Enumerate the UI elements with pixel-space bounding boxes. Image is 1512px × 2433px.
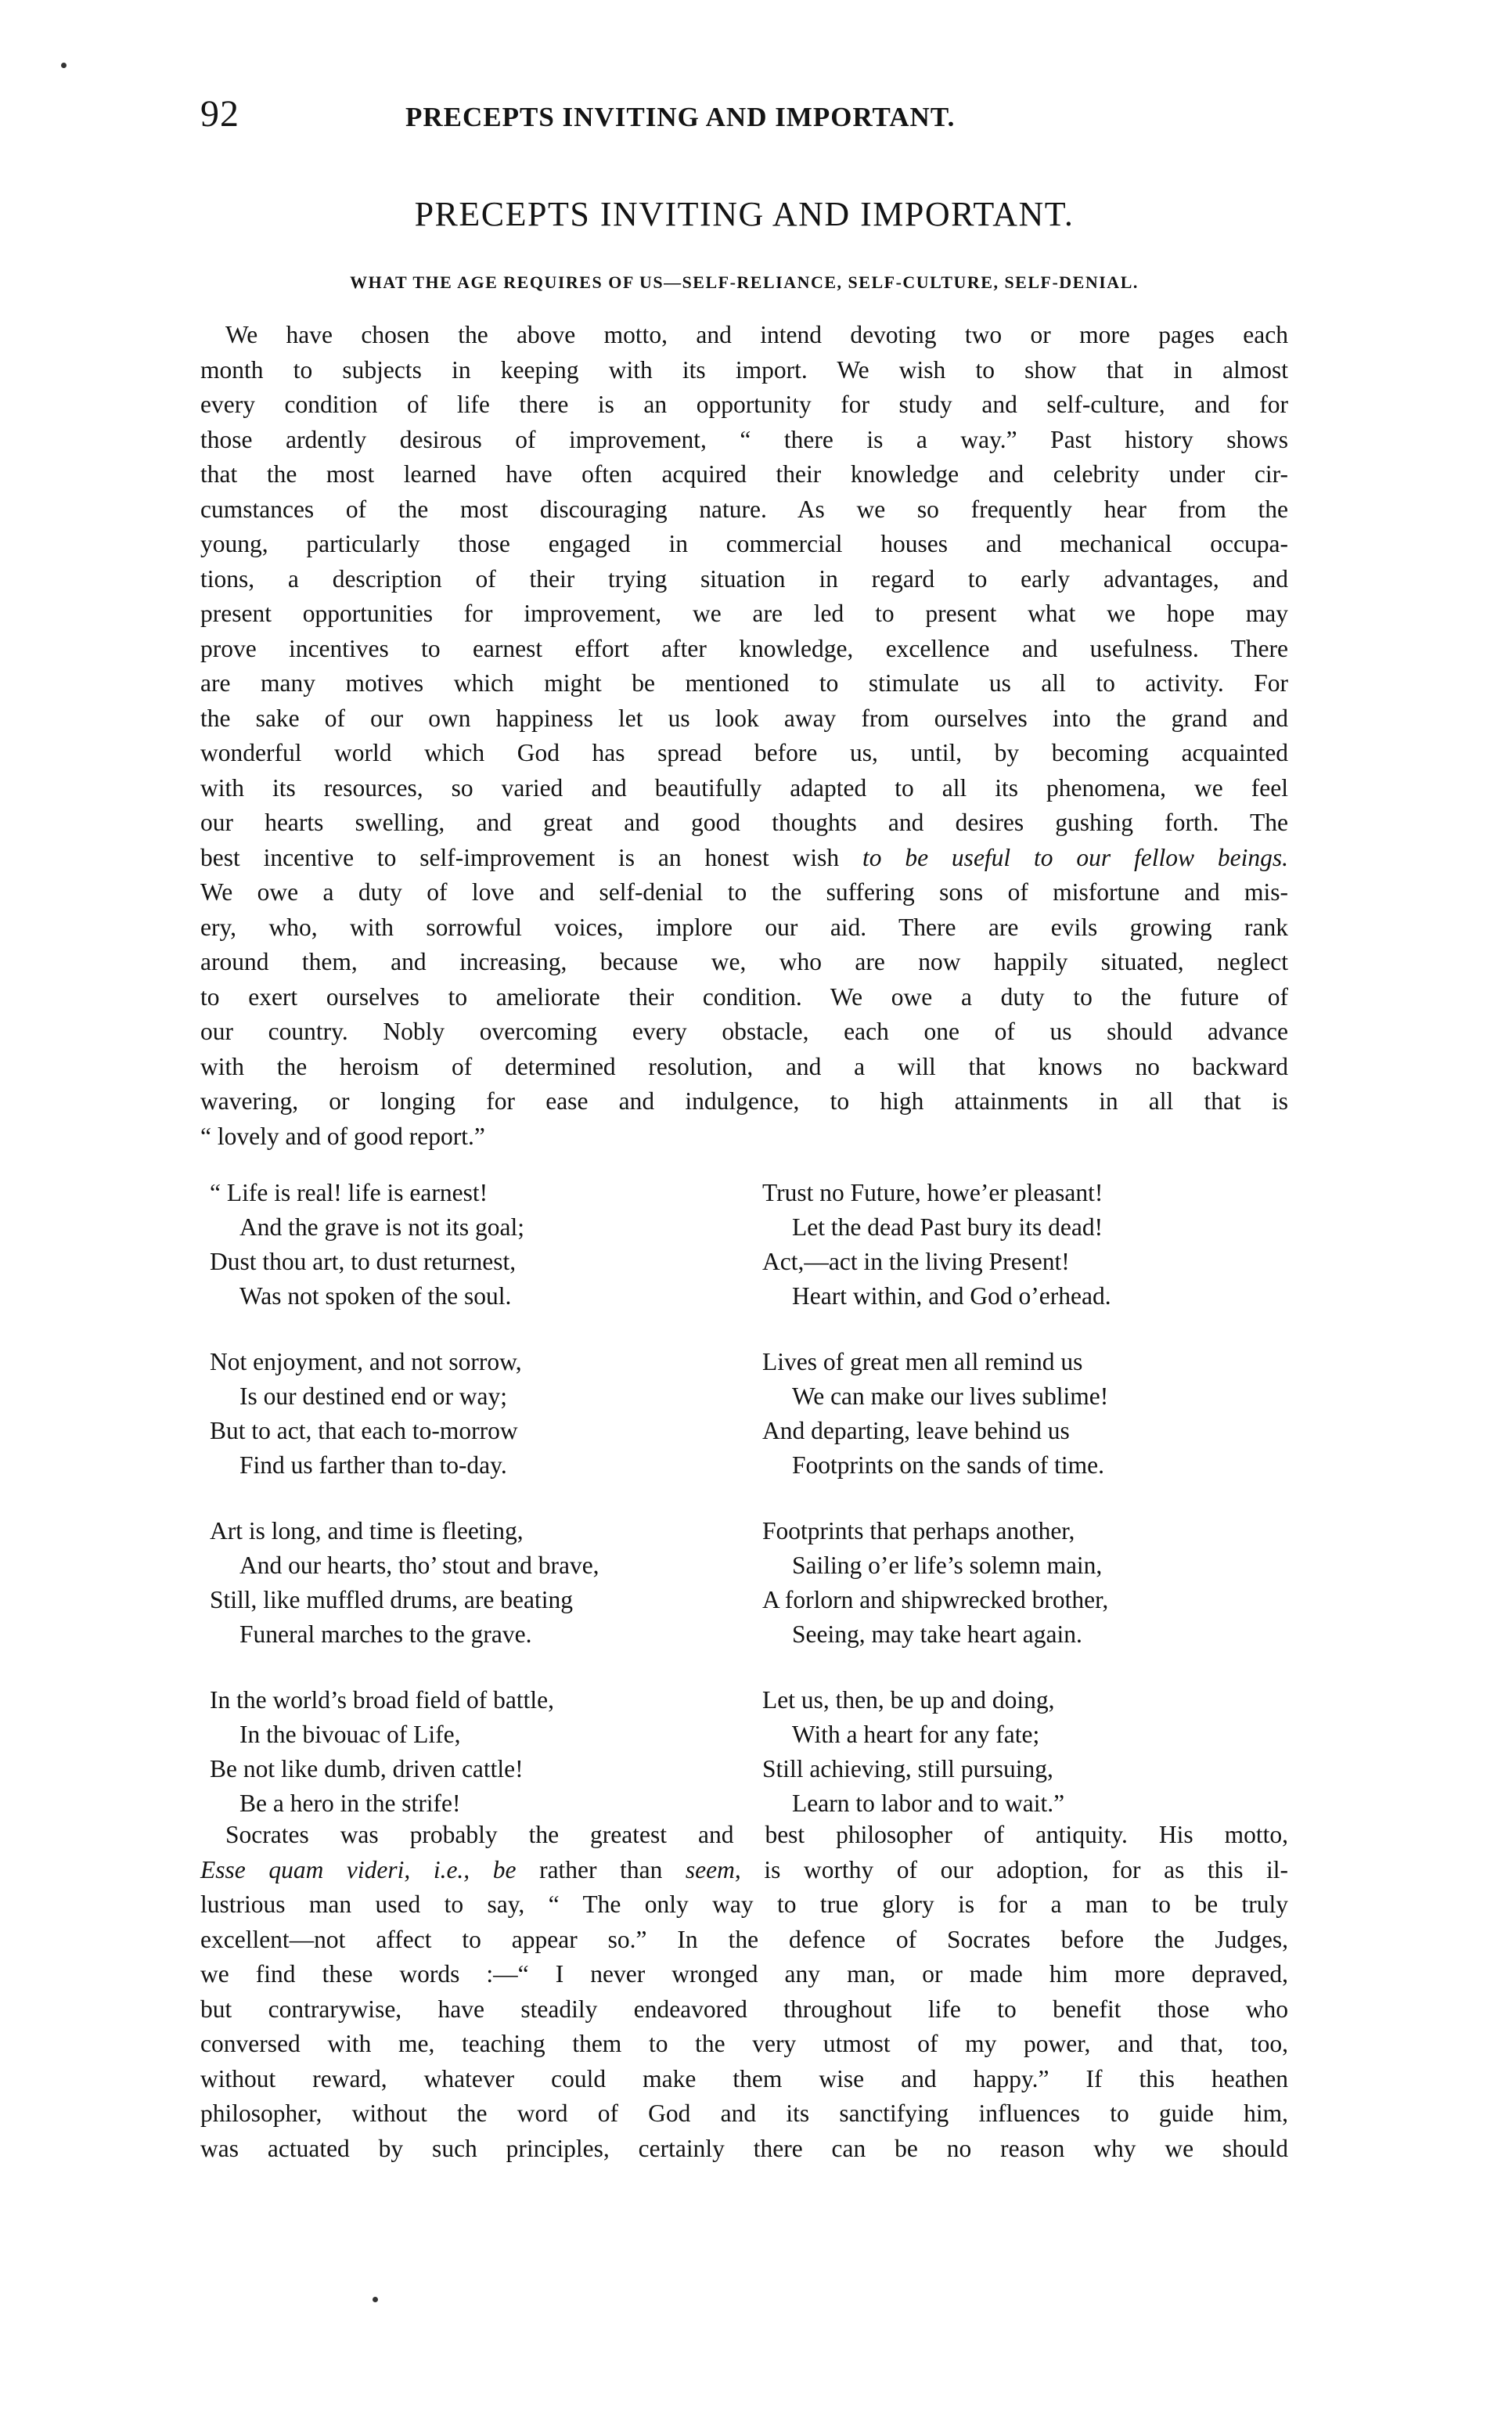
text-line: every condition of life there is an opportunity for study and self-culture, and for (200, 391, 1288, 418)
text-line: wavering, or longing for ease and indulgence, to high attainments in all that is (200, 1087, 1288, 1115)
text-line: prove incentives to earnest effort after knowledge, excellence and usefulness. There (200, 634, 1288, 662)
poem-line: Still, like muffled drums, are beating (210, 1586, 573, 1613)
poem-line: And departing, leave behind us (762, 1417, 1070, 1444)
poem-line: Funeral marches to the grave. (239, 1620, 532, 1648)
poem-line: Let us, then, be up and doing, (762, 1686, 1055, 1714)
text-line: month to subjects in keeping with its import. We wish to show that in almost (200, 355, 1288, 384)
text-line: philosopher, without the word of God and its sanctifying influences to guide him, (200, 2100, 1288, 2127)
poem-stanza (210, 1176, 742, 1314)
poem-right-column (762, 1176, 1294, 1852)
intro-paragraph (200, 318, 1288, 1154)
poem-left-column (210, 1176, 742, 1852)
page-number: 92 (200, 93, 239, 135)
text-line: we find these words :—“ I never wronged any man, or made him more depraved, (200, 1960, 1288, 1988)
latin-motto: Esse quam videri, (200, 1855, 411, 1883)
poem-line: Dust thou art, to dust returnest, (210, 1248, 517, 1275)
text-line: lustrious man used to say, “ The only way to true glory is for a man to be truly (200, 1891, 1288, 1918)
text-line-with-italic (200, 1853, 1288, 1888)
text-line: our country. Nobly overcoming every obstacle, each one of us should advance (200, 1018, 1288, 1045)
poem-line: Act,—act in the living Present! (762, 1248, 1070, 1275)
text-line: but contrarywise, have steadily endeavored throughout life to benefit those who (200, 1995, 1288, 2023)
poem-line: A forlorn and shipwrecked brother, (762, 1586, 1109, 1613)
closing-paragraph (200, 1818, 1288, 2166)
poem-line: And the grave is not its goal; (239, 1213, 524, 1241)
italic-word: seem, (685, 1855, 741, 1883)
text-line: around them, and increasing, because we, who are now happily situated, neglect (200, 948, 1288, 975)
poem-line: In the bivouac of Life, (239, 1721, 461, 1748)
text-line: wonderful world which God has spread before us, until, by becoming acquainted (200, 739, 1288, 766)
italic-abbrev: i.e., (433, 1855, 470, 1883)
poem-line: Art is long, and time is fleeting, (210, 1517, 524, 1545)
text-line: with its resources, so varied and beautifully adapted to all its phenomena, we feel (200, 773, 1288, 802)
poem-line: Trust no Future, howe’er pleasant! (762, 1179, 1103, 1206)
text-line: conversed with me, teaching them to the very utmost of my power, and that, too, (200, 2030, 1288, 2057)
scan-speck (61, 63, 67, 68)
text-segment: is worthy of our adoption, for as this il- (764, 1855, 1289, 1883)
poem-line: In the world’s broad field of battle, (210, 1686, 555, 1714)
text-line: tions, a description of their trying situation in regard to early advantages, and (200, 564, 1288, 593)
text-line: with the heroism of determined resolution, and a will that knows no backward (200, 1052, 1288, 1080)
text-line: to exert ourselves to ameliorate their condition. We owe a duty to the future of (200, 982, 1288, 1011)
poem-line: Be not like dumb, driven cattle! (210, 1755, 524, 1782)
poem-line: Is our destined end or way; (239, 1382, 508, 1410)
text-line: We have chosen the above motto, and intend devoting two or more pages each (225, 321, 1288, 348)
text-line: was actuated by such principles, certainly there can be no reason why we should (200, 2134, 1288, 2162)
poem-line: Find us farther than to-day. (239, 1451, 507, 1479)
text-line: are many motives which might be mentioned to stimulate us all to activity. For (200, 669, 1288, 697)
text-line: Socrates was probably the greatest and best philosopher of antiquity. His motto, (225, 1821, 1288, 1848)
poem-line: We can make our lives sublime! (792, 1382, 1109, 1410)
poem-stanza (210, 1514, 742, 1652)
poem-line: And our hearts, tho’ stout and brave, (239, 1552, 599, 1579)
article-title: PRECEPTS INVITING AND IMPORTANT. (414, 195, 1075, 233)
text-line: “ lovely and of good report.” (200, 1122, 485, 1150)
poem-line: Heart within, and God o’erhead. (792, 1282, 1111, 1310)
poem-line: Let the dead Past bury its dead! (792, 1213, 1103, 1241)
poem-line: But to act, that each to-morrow (210, 1417, 518, 1444)
text-line: We owe a duty of love and self-denial to the suffering sons of misfortune and mis- (200, 878, 1288, 906)
text-segment: best incentive to self-improvement is an honest wish (200, 843, 840, 871)
poem-line: Not enjoyment, and not sorrow, (210, 1348, 522, 1375)
poem-line: Still achieving, still pursuing, (762, 1755, 1053, 1782)
text-line: present opportunities for improvement, we are led to present what we hope may (200, 600, 1288, 627)
text-line: cumstances of the most discouraging nature. As we so frequently hear from the (200, 495, 1288, 523)
text-line: ery, who, with sorrowful voices, implore our aid. There are evils growing rank (200, 913, 1288, 941)
poem-line: Learn to labor and to wait.” (792, 1790, 1065, 1817)
poem-line: Was not spoken of the soul. (239, 1282, 512, 1310)
text-line: without reward, whatever could make them wise and happy.” If this heathen (200, 2064, 1288, 2092)
poem-stanza (762, 1514, 1294, 1652)
text-line: the sake of our own happiness let us look away from ourselves into the grand and (200, 704, 1288, 732)
poem-stanza (762, 1683, 1294, 1821)
poem-line: Footprints that perhaps another, (762, 1517, 1075, 1545)
poem-stanza (762, 1345, 1294, 1483)
poem-line: With a heart for any fate; (792, 1721, 1040, 1748)
running-title: PRECEPTS INVITING AND IMPORTANT. (405, 102, 956, 132)
italic-word: be (492, 1855, 517, 1883)
poem-stanza (210, 1345, 742, 1483)
poem-line: Footprints on the sands of time. (792, 1451, 1104, 1479)
text-line: that the most learned have often acquired their knowledge and celebrity under cir- (200, 460, 1288, 488)
article-subheading: WHAT THE AGE REQUIRES OF US—SELF-RELIANCE, SELF-CULTURE, SELF-DENIAL. (350, 272, 1139, 292)
text-segment: rather than (539, 1855, 663, 1883)
poem-stanza (210, 1683, 742, 1821)
text-line: our hearts swelling, and great and good thoughts and desires gushing forth. The (200, 809, 1288, 836)
poem-line: “ Life is real! life is earnest! (210, 1179, 488, 1206)
poem-line: Seeing, may take heart again. (792, 1620, 1082, 1648)
poem-line: Lives of great men all remind us (762, 1348, 1083, 1375)
text-line-with-italic (200, 841, 1288, 876)
poem-stanza (762, 1176, 1294, 1314)
text-line: excellent—not affect to appear so.” In the defence of Socrates before the Judges, (200, 1925, 1288, 1953)
text-line: young, particularly those engaged in commercial houses and mechanical occupa- (200, 530, 1288, 557)
scan-speck (373, 2297, 378, 2302)
text-line: those ardently desirous of improvement, “ there is a way.” Past history shows (200, 425, 1288, 453)
poem-line: Sailing o’er life’s solemn main, (792, 1552, 1103, 1579)
italic-phrase: to be useful to our fellow beings. (862, 843, 1288, 871)
poem-line: Be a hero in the strife! (239, 1790, 461, 1817)
